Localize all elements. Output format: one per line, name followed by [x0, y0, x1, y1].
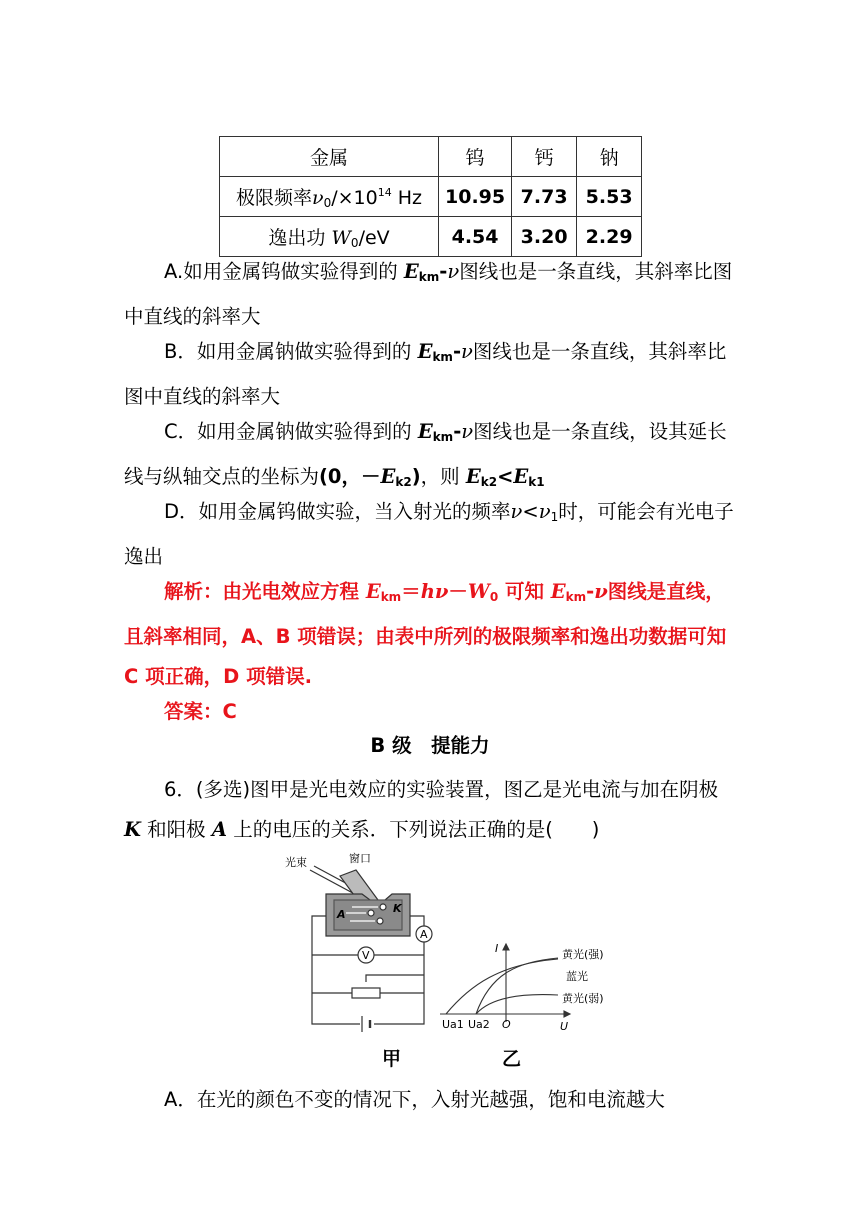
table-cell: 5.53 — [577, 177, 642, 217]
circuit-wire — [410, 916, 424, 926]
answer-label: 答案： — [164, 700, 223, 723]
electron-dot — [368, 910, 374, 916]
ammeter-label: A — [420, 928, 428, 941]
answer-value: C — [222, 700, 237, 723]
analysis-paragraph: 解析：由光电效应方程 $E_{km}=h\nu-W_0$ 可知 $E_{km}-\nu$图线是直线，且斜率相同，A、B 项错误；由表中所列的极限频率和逸出功数据可知 C 项正确，D 项错误. — [124, 580, 727, 688]
analysis-label: 解析： — [164, 580, 223, 603]
cathode-label: K — [393, 902, 402, 915]
voltmeter-label: V — [362, 949, 370, 962]
rheostat-slider — [366, 975, 424, 982]
y-axis-label: I — [495, 942, 499, 955]
curve-blue-label: 蓝光 — [566, 970, 588, 983]
question-6-stem: 6．(多选)图甲是光电效应的实验装置，图乙是光电流与加在阴极 K 和阳极 A 上的电压的关系．下列说法正确的是( ) — [124, 778, 719, 841]
table-cell: 2.29 — [577, 217, 642, 257]
caption-right: 乙 — [502, 1048, 522, 1070]
section-title: B 级 提能力 — [370, 734, 490, 757]
option-5b: B．如用金属钠做实验得到的 $E_{km}-\nu$图线也是一条直线，其斜率比图中直线的斜率大 — [124, 340, 727, 408]
rheostat-icon — [352, 988, 380, 998]
table-cell: 7.73 — [512, 177, 577, 217]
origin-label: O — [502, 1018, 511, 1031]
option-6a-text: A．在光的颜色不变的情况下，入射光越强，饱和电流越大 — [164, 1088, 665, 1111]
table-cell: 10.95 — [439, 177, 512, 217]
curve-blue — [446, 959, 558, 1014]
beam-label: 光束 — [285, 856, 307, 869]
table-header-cell: 钙 — [512, 137, 577, 177]
circuit-wire — [374, 942, 424, 1024]
table-header-cell: 钨 — [439, 137, 512, 177]
apparatus-figure — [285, 851, 432, 1032]
curve-strong-label: 黄光(强) — [562, 948, 604, 961]
curve-weak-label: 黄光(弱) — [562, 992, 604, 1005]
electron-dot — [380, 904, 386, 910]
table-cell: 3.20 — [512, 217, 577, 257]
table-header-cell: 金属 — [220, 137, 439, 177]
x-axis-label: U — [560, 1020, 569, 1033]
u1-label: Ua1 — [442, 1018, 464, 1031]
u2-label: Ua2 — [468, 1018, 490, 1031]
x-axis-arrow — [564, 1011, 570, 1017]
option-5c: C．如用金属钠做实验得到的 $E_{km}-\nu$图线也是一条直线，设其延长线与纵轴交点的坐标为(0，$-E_{k2}$)，则 $E_{k2}<E_{k1}$ — [124, 420, 727, 489]
caption-left: 甲 — [382, 1048, 402, 1070]
row-label-work-function: 逸出功 $W_0/eV$ — [220, 217, 439, 257]
table-header-cell: 钠 — [577, 137, 642, 177]
electron-dot — [377, 918, 383, 924]
option-6a — [124, 1080, 740, 1120]
option-5a: A.如用金属钨做实验得到的 $E_{km}-\nu$图线也是一条直线，其斜率比图中直线的斜率大 — [124, 260, 733, 328]
option-5d: D．如用金属钨做实验，当入射光的频率$\nu<\nu_1$时，可能会有光电子逸出 — [124, 500, 734, 568]
row-label-frequency: 极限频率$\nu_0/\times 10^{14}$ Hz — [220, 177, 439, 217]
table-cell: 4.54 — [439, 217, 512, 257]
y-axis-arrow — [503, 944, 509, 950]
window-label: 窗口 — [349, 852, 371, 865]
current-voltage-graph — [440, 942, 604, 1033]
anode-label: A — [337, 908, 346, 921]
curve-weak — [476, 995, 558, 1014]
